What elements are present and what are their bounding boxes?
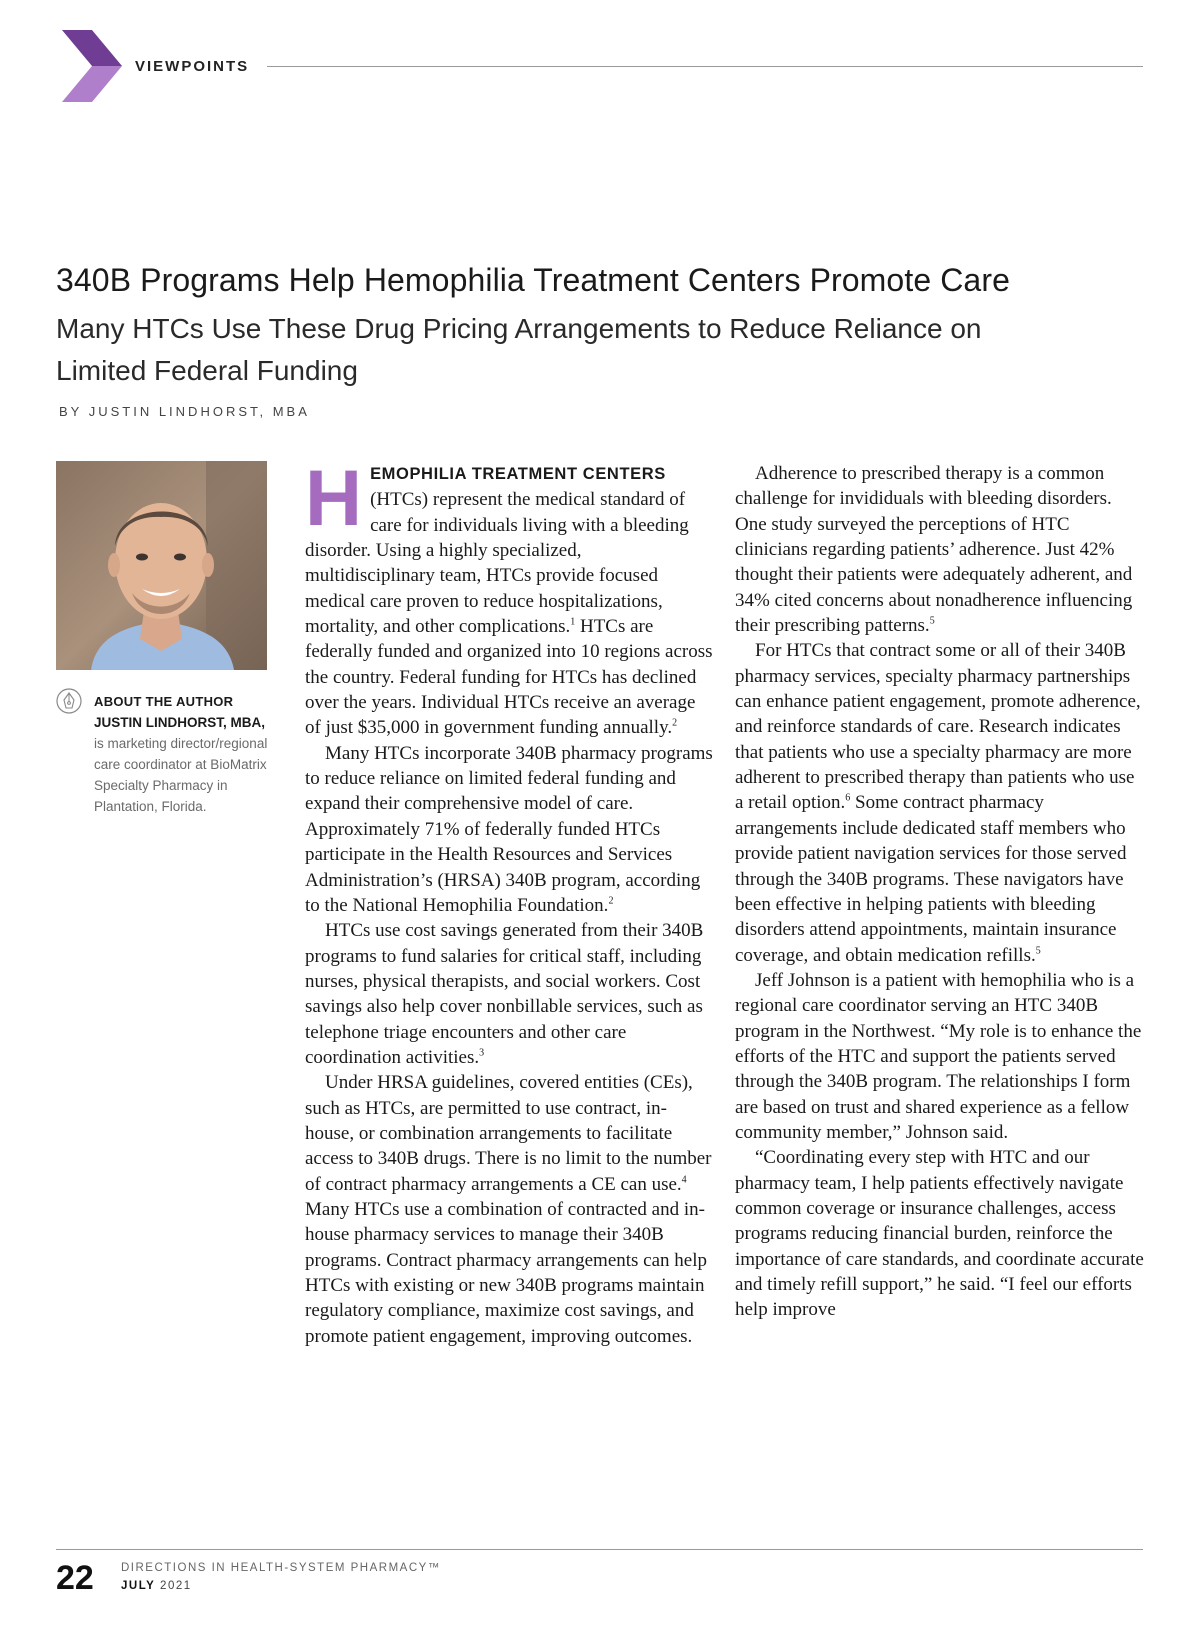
chevron-right-icon [62, 30, 122, 102]
body-paragraph: Adherence to prescribed therapy is a common challenge for invididuals with bleeding disorders. One study surveyed the perceptions of HTC clinicians regarding patients’ adherence. Just 42% thought their patients were adequately adherent, and 34% cited concerns about nonadherence influencing their prescribing patterns.$^5$ [735, 463, 1133, 637]
body-column-2 [735, 461, 1147, 1323]
body-paragraph: Many HTCs incorporate 340B pharmacy programs to reduce reliance on limited federal funding and expand their comprehensive model of care. Approximately 71% of federally funded HTCs participate in the Health Resources and Services Administration’s (HRSA) 340B program, according to the National Hemophilia Foundation.$^2$ [305, 742, 713, 916]
drop-cap: H [305, 453, 363, 542]
page-number: 22 [56, 1559, 94, 1597]
pen-nib-icon [56, 688, 82, 714]
about-author-heading: ABOUT THE AUTHOR [94, 694, 234, 709]
author-photo [56, 461, 267, 670]
footer-divider [56, 1549, 1143, 1550]
issue-month: JULY [121, 1580, 156, 1592]
body-paragraph: Jeff Johnson is a patient with hemophilia who is a regional care coordinator serving an HTC 340B program in the Northwest. “My role is to enhance the efforts of the HTC and support the patients served through the 340B program. The relationships I form are based on trust and shared experience as a fellow community member,” Johnson said. [735, 969, 1142, 1143]
issue-date [121, 1580, 192, 1592]
body-column-1 [305, 453, 715, 1349]
body-paragraph: HTCs use cost savings generated from their 340B programs to fund salaries for critical staff, including nurses, physical therapists, and social workers. Cost savings also help cover nonbillable services, such as telephone triage encounters and other care coordination activities.$^3$ [305, 920, 704, 1068]
body-paragraph: “Coordinating every step with HTC and our pharmacy team, I help patients effectively navigate common coverage or insurance challenges, access programs reducing financial burden, reinforce the importance of care standards, and coordinate accurate and timely refill support,” he said. “I feel our efforts help improve [735, 1147, 1144, 1321]
body-paragraph: HEMOPHILIA TREATMENT CENTERS (HTCs) represent the medical standard of care for individuals living with a bleeding disorder. Using a highly specialized, multidisciplinary team, HTCs provide focused medical care proven to reduce hospitalizations, mortality, and other complications.$^1$ HTCs are federally funded and organized into 10 regions across the country. Federal funding for HTCs has declined over the years. Individual HTCs receive an average of just $35,000 in government funding annually.$^2$ [305, 453, 713, 739]
publication-name: DIRECTIONS IN HEALTH-SYSTEM PHARMACY™ [121, 1562, 441, 1574]
article-byline: BY JUSTIN LINDHORST, MBA [59, 404, 310, 419]
author-bio: is marketing director/regional care coordinator at BioMatrix Specialty Pharmacy in Plantation, Florida. [94, 736, 268, 814]
issue-year: 2021 [160, 1580, 192, 1592]
body-paragraph: Under HRSA guidelines, covered entities (CEs), such as HTCs, are permitted to use contract, in-house, or combination arrangements to facilitate access to 340B drugs. There is no limit to the number of contract pharmacy arrangements a CE can use.$^4$ Many HTCs use a combination of contracted and in-house pharmacy services to manage their 340B programs. Contract pharmacy arrangements can help HTCs with existing or new 340B programs maintain regulatory compliance, maximize cost savings, and promote patient engagement, improving outcomes. [305, 1072, 712, 1347]
article-subtitle: Many HTCs Use These Drug Pricing Arrangements to Reduce Reliance on Limited Federal Funding [56, 313, 982, 386]
article-title: 340B Programs Help Hemophilia Treatment Centers Promote Care [56, 262, 1010, 298]
section-label: VIEWPOINTS [135, 58, 250, 75]
lead-in: EMOPHILIA TREATMENT CENTERS [370, 465, 666, 483]
about-author [94, 691, 269, 817]
author-name: JUSTIN LINDHORST, MBA, [94, 715, 266, 730]
header-divider [267, 66, 1143, 67]
body-paragraph: For HTCs that contract some or all of their 340B pharmacy services, specialty pharmacy partnerships can enhance patient engagement, promote adherence, and reinforce standards of care. Research indicates that patients who use a specialty pharmacy are more adherent to prescribed therapy than patients who use a retail option.$^6$ Some contract pharmacy arrangements include dedicated staff members who provide patient navigation services for those served through the 340B programs. These navigators have been effective in helping patients with bleeding disorders attend appointments, maintain insurance coverage, and obtain medication refills.$^5$ [735, 640, 1141, 966]
